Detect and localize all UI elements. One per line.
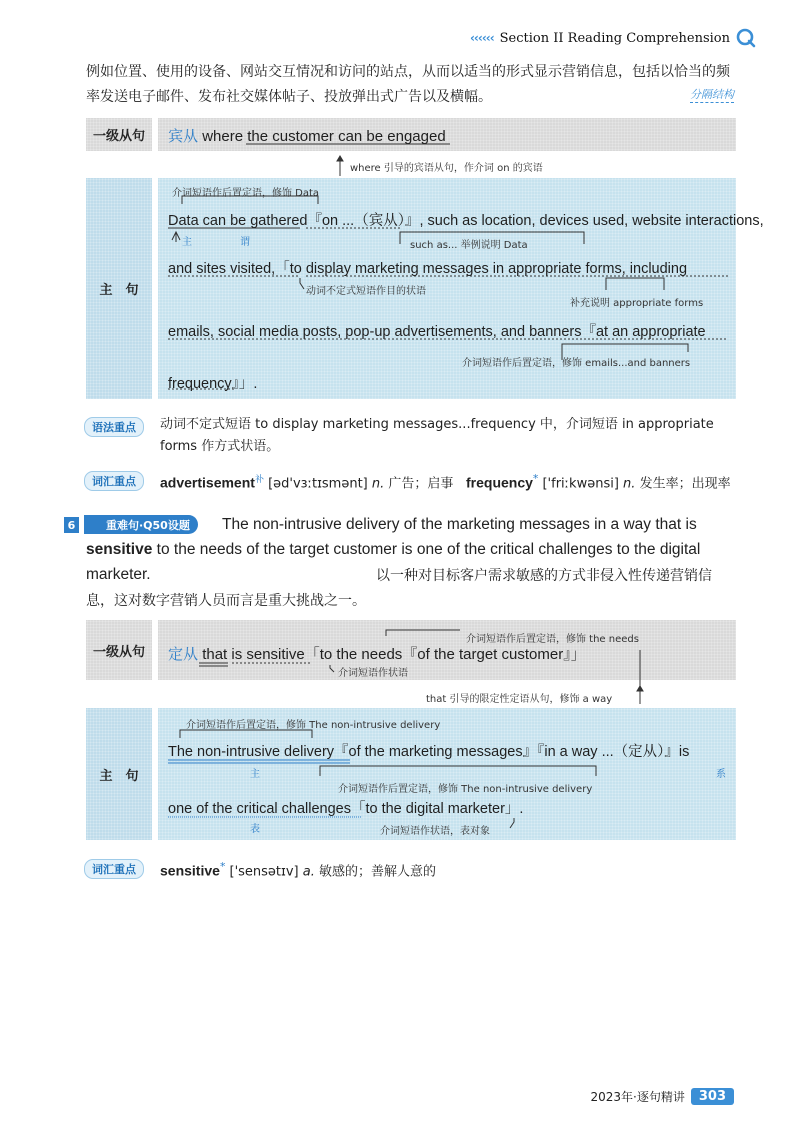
clause-text: where the customer can be engaged [202,128,446,145]
note-data: 介词短语作后置定语，修饰 Data [172,188,320,199]
sentence-6-part-a: The non-intrusive delivery of the marketing messages in a way that is [222,516,697,533]
mark-subject-2: 主 [250,769,260,780]
main-line-2-1: The non-intrusive delivery『of the marketing messages』『in a way ...（定从）』is [168,744,690,760]
main-line-4: frequency』」. [168,376,258,392]
vocab-entry-sensitive [160,860,436,879]
magnifier-q-icon [736,28,756,48]
clause-note: where 引导的宾语从句，作介词 on 的宾语 [350,163,543,174]
note-such-as: such as... 举例说明 Data [410,240,528,251]
main-line-1: Data can be gathered『on ...（宾从）』, such as location, devices used, website interactions, [168,213,764,229]
note-delivery-2: 介词短语作后置定语，修饰 The non-intrusive delivery [338,784,593,795]
sentence-number: 6 [64,517,79,533]
vocab-phonetic: ['sensətɪv] [229,864,299,880]
main-line-2-2: one of the critical challenges「to the digital marketer」. [168,801,524,817]
vocab-word: frequency [466,474,533,491]
grammar-text: 动词不定式短语 to display marketing messages...frequency 中，介词短语 in appropriate forms 作方式状语。 [160,417,714,454]
level1-clause-label-2: 一级从句 [86,620,152,680]
page-number: 303 [691,1088,734,1105]
clause-text-2: that is sensitive「to the needs『of the target customer』」 [202,646,586,663]
vocab-def: 敏感的；善解人意的 [319,864,437,880]
book-title: 2023年·逐句精讲 [590,1090,685,1104]
clause-prefix-2: 定从 [168,646,199,663]
vocab-phonetic: ['friːkwənsi] [542,476,619,492]
vocab-pos: a. [302,864,315,880]
main-clause-label-2: 主 句 [86,708,152,840]
note-infinitive: 动词不定式短语作目的状语 [306,286,426,297]
vocab-entry-advertisement [160,472,453,491]
sentence-6-keyword: sensitive [86,541,153,558]
sentence-6-translation: 以一种对目标客户需求敏感的方式非侵入性传递营销信息，这对数字营销人员而言是重大挑战之一。 [86,568,712,609]
vocab-phonetic: [əd'vɜːtɪsmənt] [268,476,368,492]
main-clause-label: 主 句 [86,178,152,399]
vocab-mark: * [219,860,226,873]
vocab-entry-frequency [466,472,731,491]
note-supplement: 补充说明 appropriate forms [570,298,704,309]
key-sentence-badge: 重难句·Q50设题 [84,515,198,534]
section-title: Section II Reading Comprehension [499,30,730,46]
note-prep-phrase: 介词短语作后置定语，修饰 emails...and banners [462,358,691,369]
vocab-mark: 补 [254,475,264,485]
vocab-mark: * [532,472,539,485]
mark-subject: 主 [182,237,192,248]
structure-tag: 分隔结构 [690,88,734,101]
vocab-badge-1: 词汇重点 [84,471,144,491]
grammar-badge: 语法重点 [84,417,144,437]
header-arrows: ‹‹‹‹‹‹ [469,31,494,45]
level1-clause-2 [168,643,586,664]
sentence-6-part-b: to the needs of the target customer is one of the critical challenges to the digital marketer. [86,541,701,583]
note-object: 介词短语作状语，表对象 [380,826,490,837]
vocab-pos: n. [371,476,385,492]
mark-link-verb: 系 [716,769,726,780]
vocab-def: 广告；启事 [388,476,454,492]
level1-clause [168,125,446,146]
vocab-pos: n. [623,476,636,492]
vocab-def: 发生率；出现率 [639,476,731,492]
section-header [470,28,756,48]
clause-prefix: 宾从 [168,128,199,145]
vocab-word: sensitive [160,862,220,879]
mark-predicate: 谓 [240,237,250,248]
mark-predicative: 表 [250,824,260,835]
page-footer [591,1088,735,1105]
top-translation-paragraph: 例如位置、使用的设备、网站交互情况和访问的站点，从而以适当的形式显示营销信息，包括以恰当的频率发送电子邮件、发布社交媒体帖子、投放弹出式广告以及横幅。 [86,64,730,105]
note-delivery-1: 介词短语作后置定语，修饰 The non-intrusive delivery [186,720,441,731]
main-line-3: emails, social media posts, pop-up advertisements, and banners『at an appropriate [168,324,706,340]
note-adverbial: 介词短语作状语 [338,668,408,679]
clause-note-2: that 引导的限定性定语从句，修饰 a way [426,694,613,705]
vocab-word: advertisement [160,474,255,491]
note-needs: 介词短语作后置定语，修饰 the needs [466,634,639,645]
main-line-2: and sites visited,「to display marketing messages in appropriate forms, including [168,261,688,277]
level1-clause-label: 一级从句 [86,118,152,151]
vocab-badge-2: 词汇重点 [84,859,144,879]
